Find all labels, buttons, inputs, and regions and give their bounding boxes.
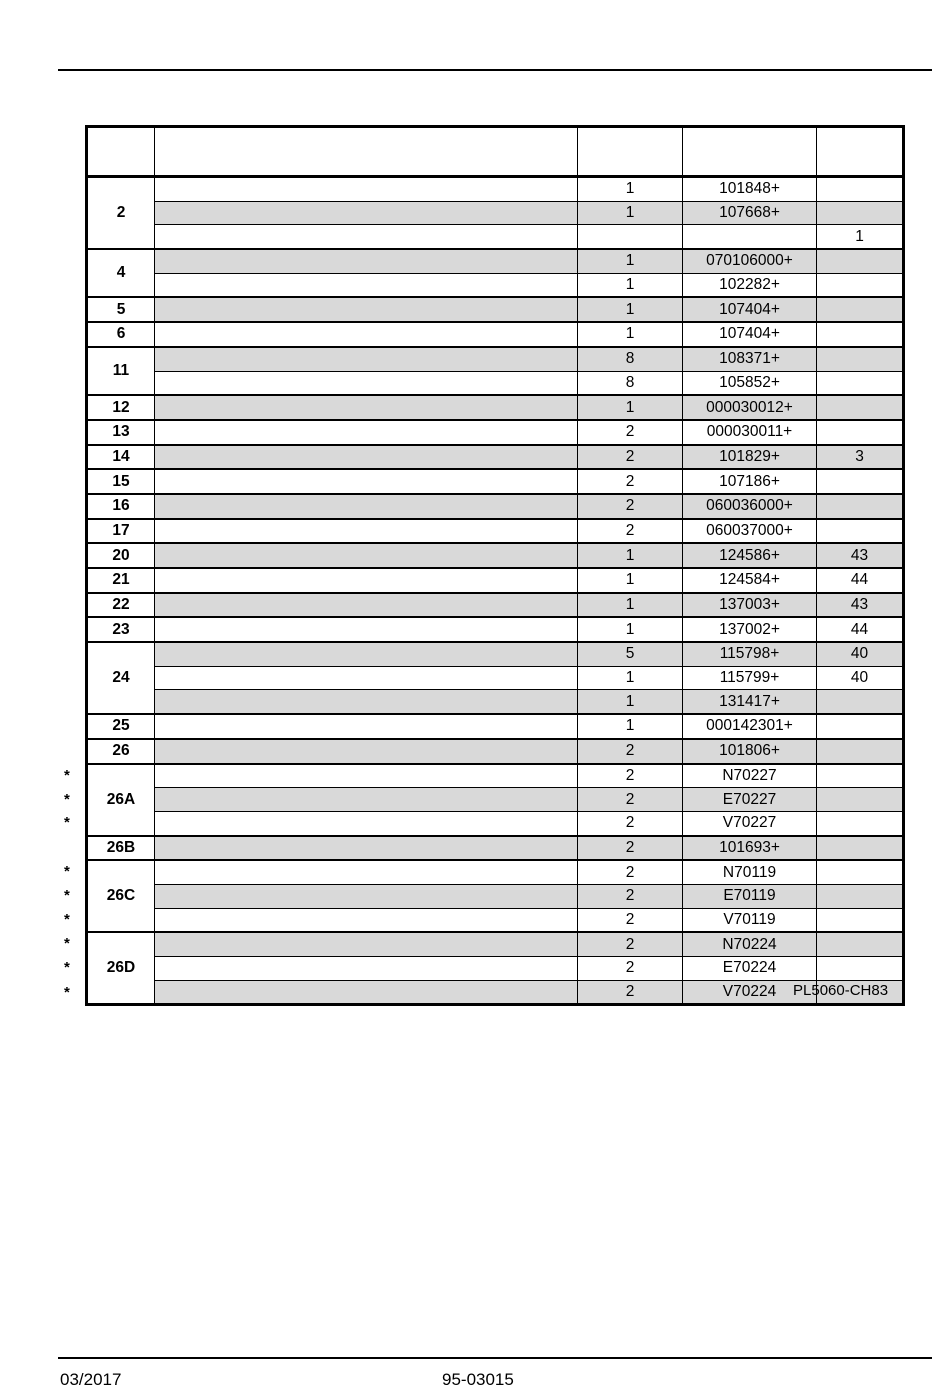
part-number-cell: 000142301+ <box>683 714 817 739</box>
part-number-cell: E70224 <box>683 957 817 981</box>
quantity-cell: 2 <box>578 788 683 812</box>
description-cell <box>155 980 578 1005</box>
description-cell <box>155 860 578 884</box>
change-marker: * <box>64 911 70 929</box>
note-cell: 43 <box>817 593 904 618</box>
description-cell <box>155 249 578 273</box>
item-number: 2 <box>87 177 155 250</box>
table-row <box>87 908 904 932</box>
item-number: 5 <box>87 297 155 322</box>
part-number-cell: 101806+ <box>683 739 817 764</box>
part-number-cell: E70119 <box>683 884 817 908</box>
part-number-cell: V70227 <box>683 811 817 835</box>
bottom-rule <box>58 1357 932 1359</box>
item-number: 22 <box>87 593 155 618</box>
part-number-cell: E70227 <box>683 788 817 812</box>
description-cell <box>155 617 578 642</box>
table-row <box>87 469 904 494</box>
note-cell: 3 <box>817 445 904 470</box>
header-note <box>817 127 904 177</box>
quantity-cell: 1 <box>578 395 683 420</box>
part-number-cell: 108371+ <box>683 347 817 371</box>
table-row <box>87 297 904 322</box>
part-number-cell: 107186+ <box>683 469 817 494</box>
change-marker: * <box>64 887 70 905</box>
quantity-cell: 2 <box>578 980 683 1005</box>
change-marker: * <box>64 766 70 784</box>
part-number-cell: 124586+ <box>683 543 817 568</box>
description-cell <box>155 957 578 981</box>
quantity-cell: 2 <box>578 811 683 835</box>
note-cell <box>817 249 904 273</box>
top-rule <box>58 69 932 71</box>
quantity-cell: 1 <box>578 666 683 690</box>
table-row <box>87 690 904 714</box>
quantity-cell: 1 <box>578 543 683 568</box>
quantity-cell: 1 <box>578 568 683 593</box>
table-row <box>87 836 904 861</box>
table-row <box>87 371 904 395</box>
item-number: 14 <box>87 445 155 470</box>
table-row <box>87 593 904 618</box>
part-number-cell: 137003+ <box>683 593 817 618</box>
item-number: 23 <box>87 617 155 642</box>
note-cell <box>817 714 904 739</box>
quantity-cell: 2 <box>578 836 683 861</box>
part-number-cell: 070106000+ <box>683 249 817 273</box>
change-marker: * <box>64 814 70 832</box>
item-number: 17 <box>87 519 155 544</box>
part-number-cell: 102282+ <box>683 273 817 297</box>
quantity-cell: 1 <box>578 297 683 322</box>
table-row <box>87 420 904 445</box>
part-number-cell: 131417+ <box>683 690 817 714</box>
description-cell <box>155 322 578 347</box>
part-number-cell: 000030011+ <box>683 420 817 445</box>
description-cell <box>155 932 578 956</box>
quantity-cell: 2 <box>578 957 683 981</box>
description-cell <box>155 764 578 788</box>
description-cell <box>155 273 578 297</box>
table-row <box>87 519 904 544</box>
part-number-cell <box>683 225 817 249</box>
table-row <box>87 957 904 981</box>
item-number: 21 <box>87 568 155 593</box>
table-row <box>87 225 904 249</box>
table-row <box>87 543 904 568</box>
part-number-cell: N70227 <box>683 764 817 788</box>
part-number-cell: 060036000+ <box>683 494 817 519</box>
note-cell: 44 <box>817 617 904 642</box>
item-number: 26C <box>87 860 155 932</box>
table-row <box>87 177 904 202</box>
quantity-cell: 2 <box>578 908 683 932</box>
note-cell <box>817 836 904 861</box>
quantity-cell: 2 <box>578 860 683 884</box>
part-number-cell: 124584+ <box>683 568 817 593</box>
note-cell <box>817 395 904 420</box>
description-cell <box>155 836 578 861</box>
quantity-cell: 1 <box>578 249 683 273</box>
table-row <box>87 201 904 225</box>
description-cell <box>155 297 578 322</box>
description-cell <box>155 714 578 739</box>
note-cell <box>817 788 904 812</box>
quantity-cell: 5 <box>578 642 683 666</box>
item-number: 26B <box>87 836 155 861</box>
quantity-cell: 1 <box>578 177 683 202</box>
note-cell: 1 <box>817 225 904 249</box>
quantity-cell: 2 <box>578 884 683 908</box>
item-number: 26A <box>87 764 155 836</box>
description-cell <box>155 884 578 908</box>
table-row <box>87 764 904 788</box>
note-cell <box>817 860 904 884</box>
description-cell <box>155 519 578 544</box>
part-number-cell: 107668+ <box>683 201 817 225</box>
note-cell <box>817 884 904 908</box>
note-cell <box>817 469 904 494</box>
item-number: 6 <box>87 322 155 347</box>
table-row <box>87 811 904 835</box>
part-number-cell: 101848+ <box>683 177 817 202</box>
quantity-cell <box>578 225 683 249</box>
note-cell <box>817 811 904 835</box>
description-cell <box>155 811 578 835</box>
table-row <box>87 714 904 739</box>
table-header-row <box>87 127 904 177</box>
description-cell <box>155 177 578 202</box>
note-cell <box>817 420 904 445</box>
quantity-cell: 1 <box>578 593 683 618</box>
part-number-cell: N70224 <box>683 932 817 956</box>
note-cell <box>817 177 904 202</box>
note-cell <box>817 494 904 519</box>
note-cell <box>817 908 904 932</box>
item-number: 20 <box>87 543 155 568</box>
change-marker: * <box>64 959 70 977</box>
change-marker: * <box>64 935 70 953</box>
footer-doc-number: 95-03015 <box>442 1370 514 1389</box>
header-item <box>87 127 155 177</box>
note-cell <box>817 273 904 297</box>
table-row <box>87 249 904 273</box>
part-number-cell: 060037000+ <box>683 519 817 544</box>
quantity-cell: 1 <box>578 714 683 739</box>
header-description <box>155 127 578 177</box>
note-cell: 43 <box>817 543 904 568</box>
item-number: 12 <box>87 395 155 420</box>
note-cell <box>817 201 904 225</box>
table-row <box>87 347 904 371</box>
note-cell: 40 <box>817 642 904 666</box>
item-number: 26 <box>87 739 155 764</box>
table-row <box>87 395 904 420</box>
table-row <box>87 932 904 956</box>
quantity-cell: 2 <box>578 469 683 494</box>
note-cell <box>817 371 904 395</box>
part-number-cell: V70224 <box>683 980 817 1005</box>
description-cell <box>155 371 578 395</box>
part-number-cell: 101829+ <box>683 445 817 470</box>
part-number-cell: 115798+ <box>683 642 817 666</box>
change-marker: * <box>64 863 70 881</box>
table-row <box>87 860 904 884</box>
part-number-cell: 115799+ <box>683 666 817 690</box>
description-cell <box>155 445 578 470</box>
description-cell <box>155 908 578 932</box>
note-cell <box>817 347 904 371</box>
description-cell <box>155 642 578 666</box>
item-number: 25 <box>87 714 155 739</box>
note-cell <box>817 322 904 347</box>
description-cell <box>155 201 578 225</box>
description-cell <box>155 347 578 371</box>
table-row <box>87 494 904 519</box>
part-number-cell: 105852+ <box>683 371 817 395</box>
quantity-cell: 2 <box>578 445 683 470</box>
quantity-cell: 1 <box>578 690 683 714</box>
note-cell: 44 <box>817 568 904 593</box>
quantity-cell: 2 <box>578 932 683 956</box>
table-row <box>87 980 904 1005</box>
quantity-cell: 2 <box>578 739 683 764</box>
note-cell <box>817 519 904 544</box>
description-cell <box>155 739 578 764</box>
description-cell <box>155 788 578 812</box>
quantity-cell: 2 <box>578 420 683 445</box>
quantity-cell: 2 <box>578 764 683 788</box>
description-cell <box>155 494 578 519</box>
item-number: 16 <box>87 494 155 519</box>
description-cell <box>155 395 578 420</box>
quantity-cell: 2 <box>578 519 683 544</box>
header-quantity <box>578 127 683 177</box>
item-number: 26D <box>87 932 155 1005</box>
footer-date: 03/2017 <box>60 1370 122 1389</box>
table-row <box>87 568 904 593</box>
table-row <box>87 273 904 297</box>
table-row <box>87 666 904 690</box>
part-number-cell: V70119 <box>683 908 817 932</box>
quantity-cell: 2 <box>578 494 683 519</box>
item-number: 4 <box>87 249 155 297</box>
item-number: 15 <box>87 469 155 494</box>
part-number-cell: 101693+ <box>683 836 817 861</box>
table-row <box>87 788 904 812</box>
item-number: 13 <box>87 420 155 445</box>
table-row <box>87 322 904 347</box>
description-cell <box>155 593 578 618</box>
note-cell <box>817 297 904 322</box>
description-cell <box>155 666 578 690</box>
part-number-cell: 000030012+ <box>683 395 817 420</box>
change-marker: * <box>64 790 70 808</box>
part-number-cell: 107404+ <box>683 322 817 347</box>
description-cell <box>155 225 578 249</box>
change-marker: * <box>64 983 70 1001</box>
quantity-cell: 8 <box>578 347 683 371</box>
quantity-cell: 1 <box>578 273 683 297</box>
description-cell <box>155 568 578 593</box>
parts-table <box>85 125 905 1006</box>
table-row <box>87 445 904 470</box>
item-number: 24 <box>87 642 155 714</box>
header-part-number <box>683 127 817 177</box>
note-cell: 40 <box>817 666 904 690</box>
table-row <box>87 884 904 908</box>
quantity-cell: 1 <box>578 322 683 347</box>
table-row <box>87 617 904 642</box>
note-cell <box>817 764 904 788</box>
description-cell <box>155 690 578 714</box>
part-number-cell: 107404+ <box>683 297 817 322</box>
part-number-cell: N70119 <box>683 860 817 884</box>
note-cell <box>817 932 904 956</box>
note-cell <box>817 739 904 764</box>
description-cell <box>155 469 578 494</box>
note-cell <box>817 690 904 714</box>
quantity-cell: 1 <box>578 617 683 642</box>
parts-body <box>87 177 904 1005</box>
part-number-cell: 137002+ <box>683 617 817 642</box>
description-cell <box>155 543 578 568</box>
table-row <box>87 642 904 666</box>
description-cell <box>155 420 578 445</box>
table-row <box>87 739 904 764</box>
note-cell <box>817 957 904 981</box>
quantity-cell: 1 <box>578 201 683 225</box>
quantity-cell: 8 <box>578 371 683 395</box>
item-number: 11 <box>87 347 155 395</box>
figure-reference: PL5060-CH83 <box>793 982 889 999</box>
